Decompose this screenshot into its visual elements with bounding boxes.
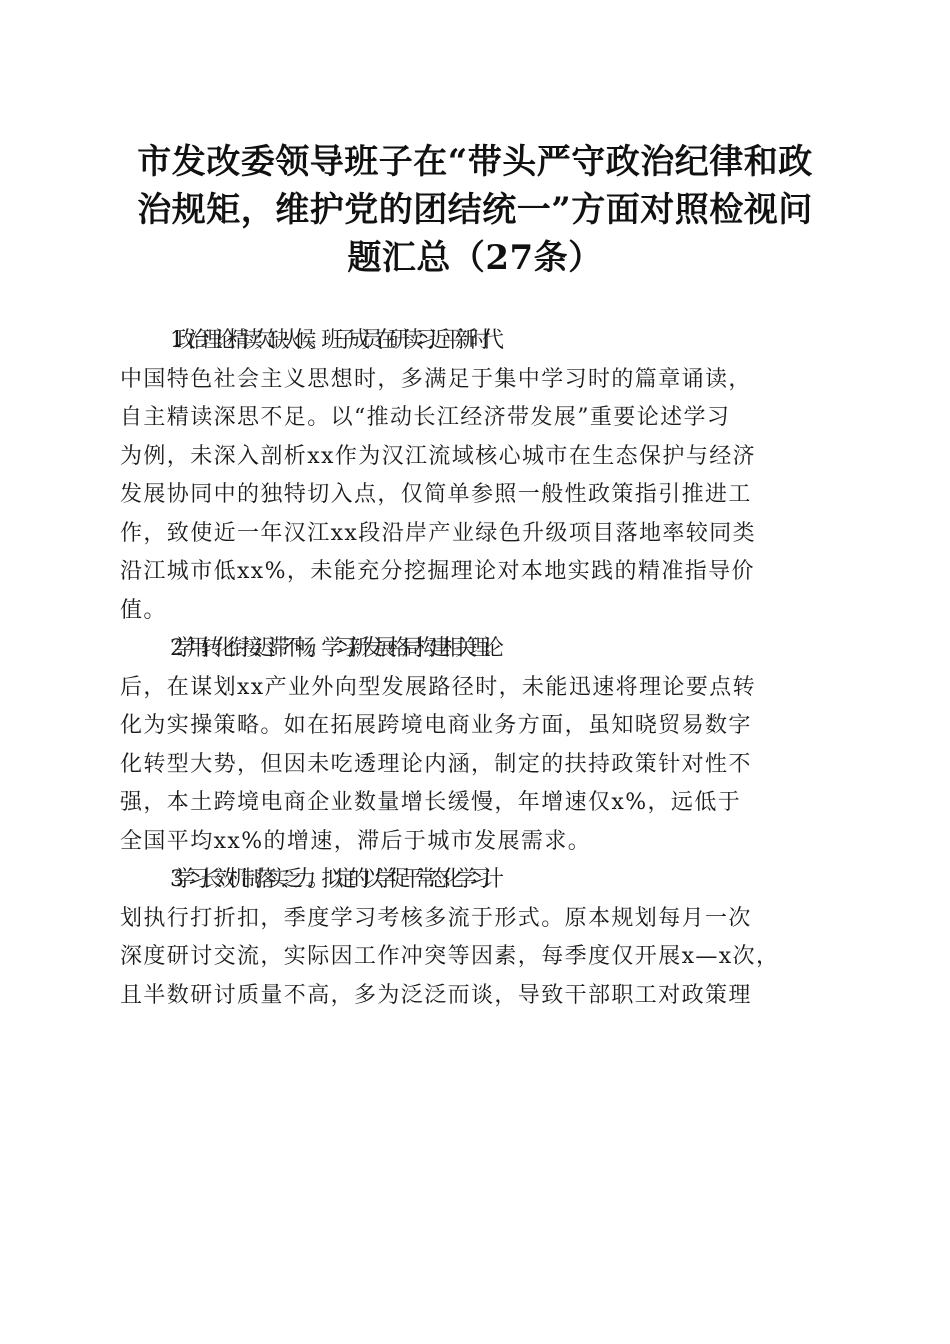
document-title bbox=[110, 138, 840, 282]
paragraph-line: 全国平均xx%的增速，滞后于城市发展需求。 bbox=[120, 828, 592, 854]
paragraph-line: 值。 bbox=[120, 597, 167, 623]
paragraph-line: 2.学用转化衔接迟滞不畅。学习新发展格局构建相关理论 bbox=[170, 636, 496, 661]
paragraph-line: 且半数研讨质量不高，多为泛泛而谈，导致干部职工对政策理 bbox=[120, 982, 752, 1008]
paragraph-line: 后，在谋划xx产业外向型发展路径时，未能迅速将理论要点转 bbox=[120, 674, 757, 700]
paragraph-line: 自主精读深思不足。以“推动长江经济带发展”重要论述学习 bbox=[120, 405, 731, 430]
paragraph-line: 中国特色社会主义思想时，多满足于集中学习时的篇章诵读， bbox=[120, 366, 752, 392]
paragraph-line: 深度研讨交流，实际因工作冲突等因素，每季度仅开展x—x次， bbox=[120, 944, 780, 969]
paragraph-line: 沿江城市低xx%，未能充分挖掘理论对本地实践的精准指导价 bbox=[120, 559, 755, 584]
title-line: 市发改委领导班子在“带头严守政治纪律和政 bbox=[137, 142, 813, 182]
document-body bbox=[120, 322, 832, 1015]
paragraph-line: 作，致使近一年汉江xx段沿岸产业绿色升级项目落地率较同类 bbox=[120, 520, 757, 546]
paragraph-line: 为例，未深入剖析xx作为汉江流域核心城市在生态保护与经济 bbox=[120, 443, 757, 469]
paragraph-line: 化转型大势，但因未吃透理论内涵，制定的扶持政策针对性不 bbox=[120, 751, 752, 777]
paragraph-line: 1.政治理论精读欠缺火候。班子成员在研读习近平新时代 bbox=[170, 328, 496, 353]
title-line: 题汇总（27条） bbox=[347, 238, 603, 278]
paragraph-line: 强，本土跨境电商企业数量增长缓慢，年增速仅x%，远低于 bbox=[120, 790, 742, 815]
paragraph-line: 化为实操策略。如在拓展跨境电商业务方面，虽知晓贸易数字 bbox=[120, 713, 752, 738]
paragraph-line: 发展协同中的独特切入点，仅简单参照一般性政策指引推进工 bbox=[120, 482, 752, 507]
paragraph-line: 划执行打折扣，季度学习考核多流于形式。原本规划每月一次 bbox=[120, 905, 752, 931]
paragraph-2 bbox=[120, 630, 832, 861]
paragraph-1 bbox=[120, 322, 832, 630]
title-line: 治规矩，维护党的团结统一”方面对照检视问 bbox=[137, 190, 813, 230]
paragraph-line: 3.学习长效机制落实乏力。拟定的以学促干常态化学习计 bbox=[170, 867, 496, 892]
paragraph-3 bbox=[120, 861, 832, 1015]
